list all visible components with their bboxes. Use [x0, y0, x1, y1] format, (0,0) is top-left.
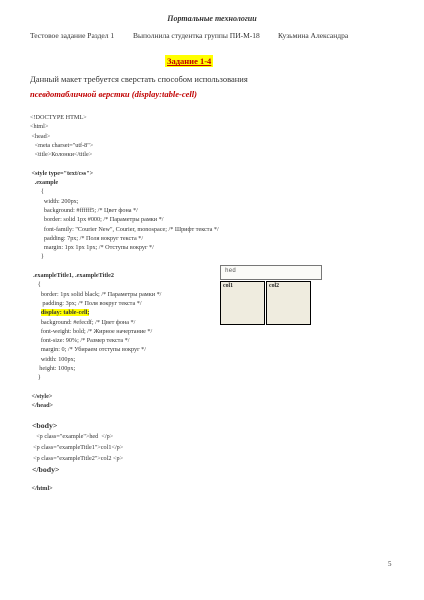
- code-line: padding: 3px; /* Поля вокруг текста */: [30, 299, 142, 307]
- code-line: </style>: [30, 392, 53, 400]
- code-line: font-family: "Courier New", Courier, monospace; /* Шрифт текста */: [30, 225, 219, 233]
- code-listing: [30, 113, 219, 493]
- code-line: <html>: [30, 123, 49, 131]
- code-line: <body>: [30, 420, 58, 430]
- code-line: <!DOCTYPE HTML>: [30, 114, 87, 121]
- code-line: .exampleTitle1, .exampleTitle2: [30, 272, 114, 280]
- demo-col2: col2: [266, 281, 311, 325]
- code-line: [30, 383, 219, 392]
- code-line: </body>: [30, 464, 60, 474]
- test-label: Тестовое задание Раздел 1: [30, 31, 115, 40]
- demo-columns: [220, 281, 314, 325]
- code-highlight: display: table-cell;: [40, 309, 90, 317]
- task-title: Задание 1-4: [167, 56, 212, 66]
- code-line: <style type="text/css">: [30, 169, 94, 177]
- code-line: .example: [30, 179, 59, 187]
- code-line: border: solid 1px #000; /* Параметры рамки */: [30, 216, 164, 224]
- code-line: padding: 7px; /* Поля вокруг текста */: [30, 234, 144, 242]
- code-line: font-size: 90%; /* Размер текста */: [30, 337, 130, 345]
- code-line: [30, 411, 219, 420]
- page-number: 5: [388, 560, 392, 568]
- code-line: height: 100px;: [30, 365, 76, 373]
- code-line: background: #ffffff5; /* Цвет фона */: [30, 206, 138, 214]
- code-line: </html>: [30, 485, 53, 493]
- code-line: }: [30, 374, 41, 382]
- student-label: Выполнила студентка группы ПИ-М-18: [133, 31, 260, 40]
- code-line: }: [30, 253, 44, 261]
- code-line: margin: 0; /* Убираем отступы вокруг */: [30, 346, 146, 354]
- code-line: border: 1px solid black; /* Параметры рамки */: [30, 290, 162, 298]
- code-line: </head>: [30, 402, 54, 410]
- code-line: {: [30, 188, 44, 196]
- code-line: font-weight: bold; /* Жирное начертание */: [30, 327, 153, 335]
- task-description: Данный макет требуется сверстать способом использования: [30, 74, 248, 84]
- code-line: [30, 262, 219, 271]
- code-line: margin: 1px 1px 1px; /* Отступы вокруг */: [30, 244, 154, 252]
- code-line: {: [30, 281, 41, 289]
- code-line: width: 100px;: [30, 355, 76, 363]
- code-line: <title>Колонки</title>: [30, 151, 93, 159]
- code-line: <p class="example">hed </p>: [30, 432, 114, 440]
- page-header: Портальные технологии: [167, 14, 257, 23]
- demo-col1: col1: [220, 281, 265, 325]
- code-line: width: 200px;: [30, 197, 79, 205]
- code-line: [30, 475, 219, 484]
- code-line: <meta charset="utf-8">: [30, 141, 94, 149]
- task-method: псевдотабличной верстки (display:table-cell): [30, 89, 197, 99]
- code-line: <head>: [30, 132, 51, 140]
- code-line: <p class="exampleTitle2">col2 <p>: [30, 454, 124, 462]
- code-line: [30, 159, 219, 168]
- code-line: background: #efecdf; /* Цвет фона */: [30, 318, 136, 326]
- code-line: <p class="exampleTitle1">col1</p>: [30, 443, 124, 451]
- demo-hed-box: hed: [220, 265, 322, 280]
- code-line-highlighted: [30, 308, 219, 317]
- student-name: Кузьмина Александра: [278, 31, 349, 40]
